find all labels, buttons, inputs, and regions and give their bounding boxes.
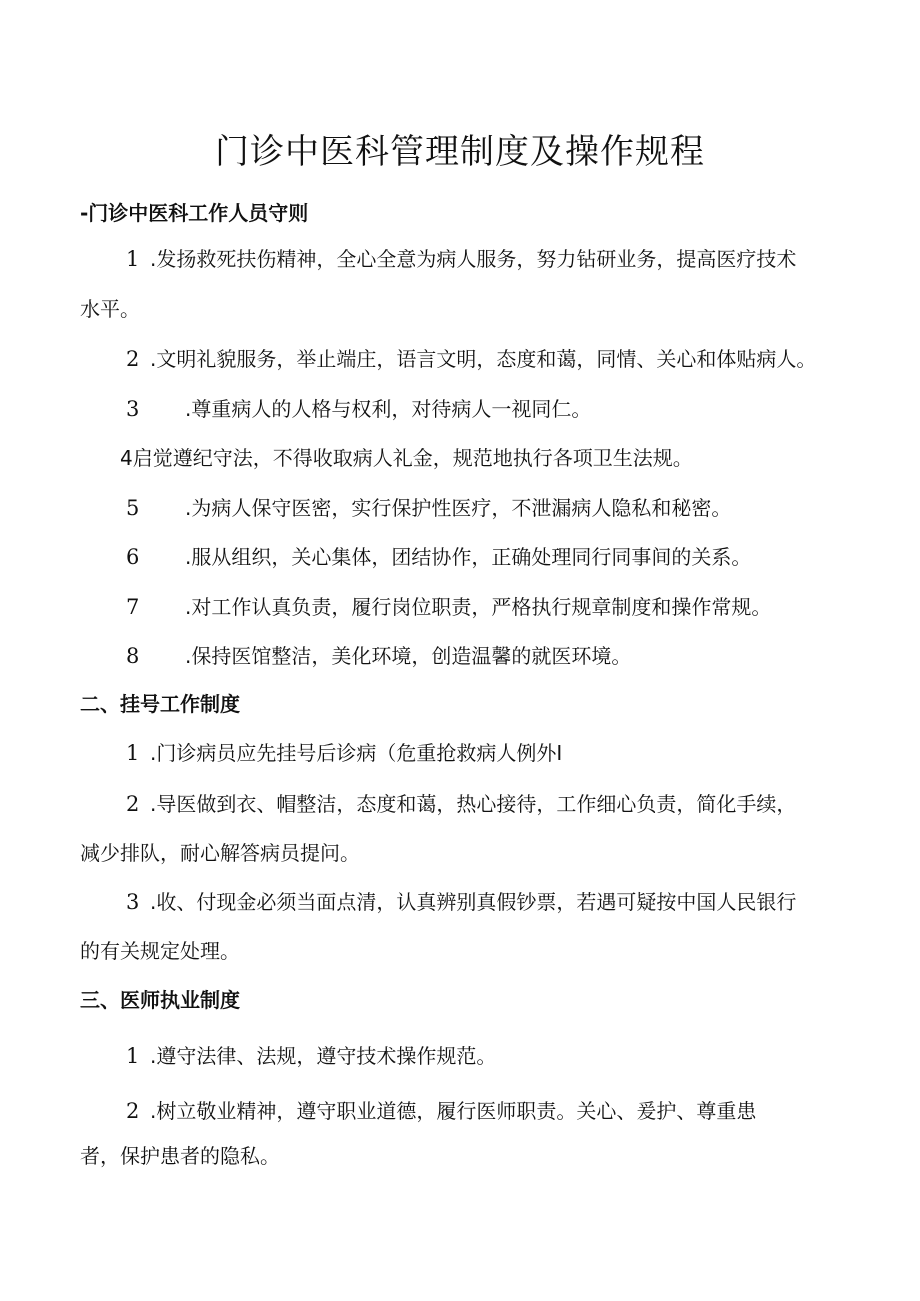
item-text: .为病人保守医密，实行保护性医疗，不泄漏病人隐私和秘密。	[185, 496, 732, 520]
item-text: .服从组织，关心集体，团结协作，正确处理同行同事间的关系。	[185, 545, 752, 569]
item-text: .收、付现金必须当面点清，认真辨别真假钞票，若遇可疑按中国人民银行	[150, 890, 797, 914]
item-text: 4启觉遵纪守法，不得收取病人礼金，规范地执行各项卫生法规。	[120, 446, 693, 470]
item-number: 1	[126, 247, 140, 271]
item-text: .导医做到衣、帽整洁，态度和蔼，热心接待，工作细心负责，简化手续，	[150, 792, 797, 816]
item-number: 3	[126, 397, 140, 421]
item-text: .保持医馆整洁，美化环境，创造温馨的就医环境。	[185, 644, 632, 668]
item-text: .遵守法律、法规，遵守技术操作规范。	[150, 1044, 497, 1068]
item-continuation: 减少排队，耐心解答病员提问。	[80, 841, 360, 865]
item-number: 2	[126, 1099, 140, 1123]
item-continuation: 水平。	[80, 297, 140, 321]
item-text: .尊重病人的人格与权利，对待病人一视同仁。	[185, 397, 592, 421]
section-heading-physician-practice: 三、医师执业制度	[80, 988, 240, 1012]
item-number: 8	[126, 644, 140, 668]
item-text: .发扬救死扶伤精神，全心全意为病人服务，努力钻研业务，提高医疗技术	[150, 247, 797, 271]
item-number: 1	[126, 1044, 140, 1068]
item-number: 5	[126, 496, 140, 520]
item-text: .门诊病员应先挂号后诊病（危重抢救病人例外I	[150, 741, 563, 765]
item-continuation: 者，保护患者的隐私。	[80, 1144, 280, 1168]
item-number: 7	[126, 595, 140, 619]
item-number: 2	[126, 792, 140, 816]
item-text: .树立敬业精神，遵守职业道德，履行医师职责。关心、爰护、尊重患	[150, 1099, 757, 1123]
item-text: .文明礼貌服务，举止端庄，语言文明，态度和蔼，同情、关心和体贴病人。	[150, 347, 817, 371]
item-number: 6	[126, 545, 140, 569]
item-text: .对工作认真负责，履行岗位职责，严格执行规章制度和操作常规。	[185, 595, 772, 619]
item-number: 2	[126, 347, 140, 371]
item-number: 1	[126, 741, 140, 765]
section-heading-staff-rules: -门诊中医科工作人员守则	[80, 201, 309, 225]
item-number: 3	[126, 890, 140, 914]
item-continuation: 的有关规定处理。	[80, 939, 240, 963]
page-title: 门诊中医科管理制度及操作规程	[215, 132, 705, 172]
section-heading-registration: 二、挂号工作制度	[80, 692, 240, 716]
